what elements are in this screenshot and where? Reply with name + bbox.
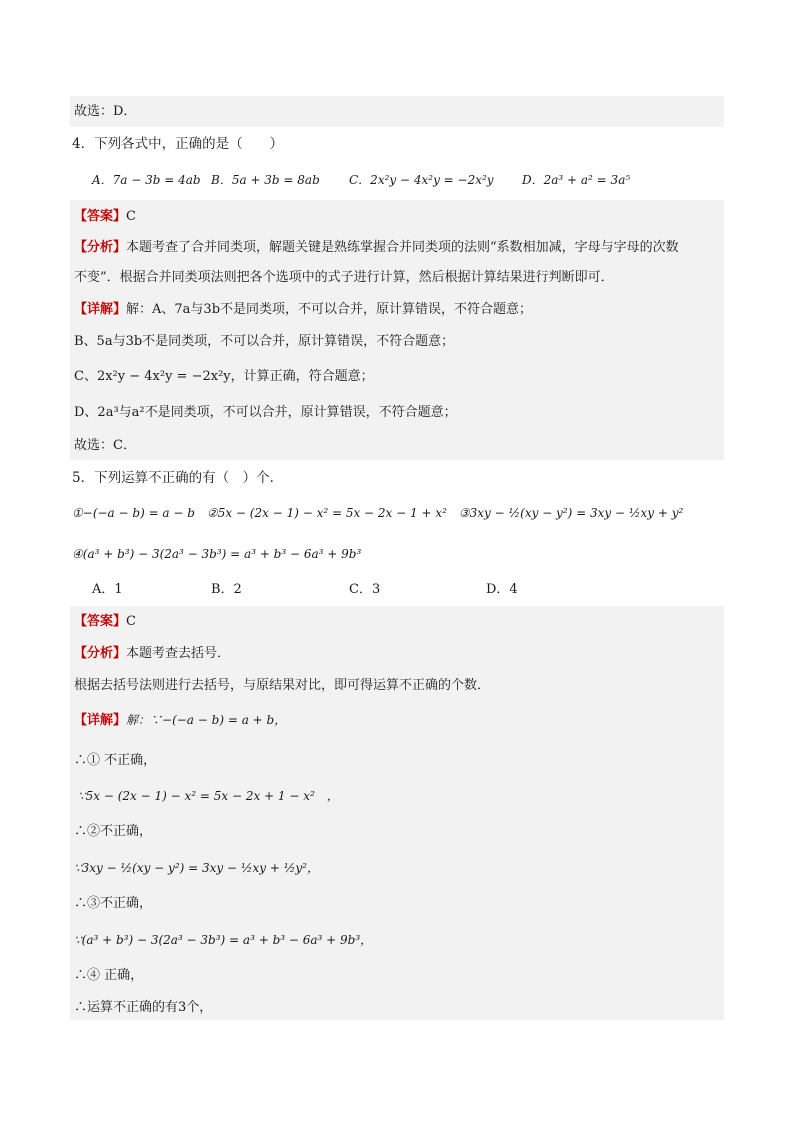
analysis-tag: 【分析】 [74, 646, 127, 661]
q5-answer [74, 612, 136, 632]
analysis-tag: 【分析】 [74, 240, 127, 255]
q4-option-c: C．2x²y − 4x²y = −2x²y [349, 173, 494, 187]
q5-analysis-2: 根据去括号法则进行去括号，与原结果对比，即可得运算不正确的个数． [74, 678, 491, 693]
q4-detail-2: B、5a与3b不是同类项，不可以合并，原计算错误，不符合题意； [74, 334, 455, 349]
q4-detail-1: 【详解】解：A、7a与3b不是同类项，不可以合并，原计算错误，不符合题意； [74, 302, 533, 317]
q5-option-a: A．1 [92, 582, 123, 597]
q4-detail-4: D、2a³与a²不是同类项，不可以合并，原计算错误，不符合题意； [74, 405, 457, 420]
q5-detail-5: ∵3xy − ½(xy − y²) = 3xy − ½xy + ½y²， [74, 861, 319, 875]
q5-option-b: B．2 [211, 582, 242, 597]
q4-option-b: B．5a + 3b = 8ab [211, 173, 320, 187]
q4-option-a: A．7a − 3b = 4ab [92, 173, 201, 187]
q4-option-d: D．2a³ + a² = 3a⁵ [522, 173, 631, 187]
detail-tag: 【详解】 [74, 302, 127, 317]
q4-analysis-1: 【分析】本题考查了合并同类项，解题关键是熟练掌握合并同类项的法则“系数相加减，字母与字母的次数 [74, 240, 679, 255]
q5-expressions-row1: ①−(−a − b) = a − b ②5x − (2x − 1) − x² = 5x − 2x − 1 + x² ③3xy − ½(xy − y²) = 3xy − ½xy + y² [72, 506, 684, 520]
q4-answer [74, 207, 136, 227]
q5-expressions-row2: ④(a³ + b³) − 3(2a³ − 3b³) = a³ + b³ − 6a³ + 9b³ [72, 547, 362, 561]
q4-analysis-2: 不变”．根据合并同类项法则把各个选项中的式子进行计算，然后根据计算结果进行判断即可． [74, 270, 614, 285]
q4-stem: 4．下列各式中，正确的是（ ） [72, 136, 284, 152]
q5-option-c: C．3 [349, 582, 381, 597]
answer-value: C [126, 209, 136, 224]
answer-value: C [126, 614, 136, 629]
q5-detail-7: ∵(a³ + b³) − 3(2a³ − 3b³) = a³ + b³ − 6a³ + 9b³， [74, 933, 373, 947]
q5-analysis-1: 【分析】本题考查去括号． [74, 646, 231, 661]
answer-tag: 【答案】 [74, 614, 127, 629]
q4-detail-3: C、2x²y − 4x²y = −2x²y，计算正确，符合题意； [74, 369, 374, 384]
solution-block-prev [70, 96, 724, 127]
solution-block-q5 [70, 606, 724, 1020]
q4-conclusion: 故选：C． [74, 438, 136, 453]
q5-detail-6: ∴③不正确， [74, 896, 153, 911]
prev-conclusion: 故选：D． [74, 104, 137, 119]
q5-detail-8: ∴④ 正确， [74, 968, 144, 983]
detail-tag: 【详解】 [74, 713, 127, 728]
q5-option-d: D．4 [486, 582, 518, 597]
q5-detail-4: ∴②不正确， [74, 824, 153, 839]
q5-detail-2: ∴① 不正确， [74, 753, 157, 768]
q5-detail-3: ∵5x − (2x − 1) − x² = 5x − 2x + 1 − x² ， [78, 789, 339, 803]
q5-detail-9: ∴运算不正确的有3个， [74, 1000, 213, 1015]
answer-tag: 【答案】 [74, 209, 127, 224]
q5-stem: 5．下列运算不正确的有（ ）个． [72, 470, 284, 486]
q5-detail-1: 【详解】解：∵−(−a − b) = a + b， [74, 713, 287, 728]
